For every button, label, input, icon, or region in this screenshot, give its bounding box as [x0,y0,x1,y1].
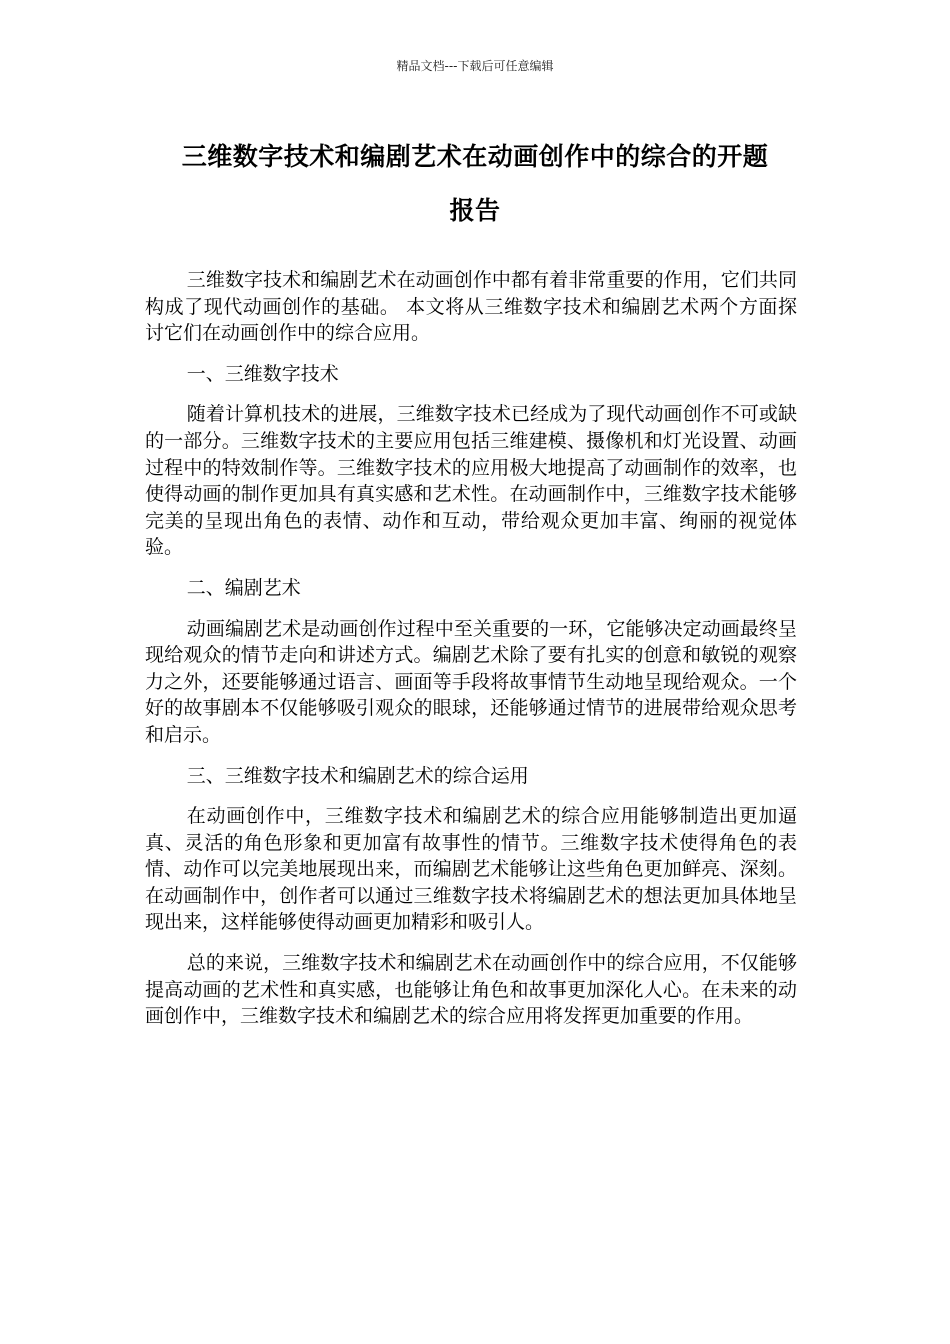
conclusion-paragraph: 总的来说，三维数字技术和编剧艺术在动画创作中的综合应用，不仅能够提高动画的艺术性和真实感，也能够让角色和故事更加深化人心。在未来的动画创作中，三维数字技术和编剧艺术的综合应用将发挥更加重要的作用。 [145,952,797,1028]
paragraph-combined: 在动画创作中，三维数字技术和编剧艺术的综合应用能够制造出更加逼真、灵活的角色形象和更加富有故事性的情节。三维数字技术使得角色的表情、动作可以完美地展现出来，而编剧艺术能够让这些角色更加鲜亮、深刻。在动画制作中，创作者可以通过三维数字技术将编剧艺术的想法更加具体地呈现出来，这样能够使得动画更加精彩和吸引人。 [145,805,797,934]
title-line-2: 报告 [449,196,501,225]
intro-paragraph: 三维数字技术和编剧艺术在动画创作中都有着非常重要的作用，它们共同构成了现代动画创作的基础。 本文将从三维数字技术和编剧艺术两个方面探讨它们在动画创作中的综合应用。 [145,269,797,345]
section-heading-screenwriting: 二、编剧艺术 [186,576,301,599]
page-header: 精品文档---下载后可任意编辑 [396,59,554,73]
section-heading-3d-tech: 一、三维数字技术 [186,362,339,385]
document-body [145,267,797,1044]
document-title [140,130,810,238]
paragraph-screenwriting: 动画编剧艺术是动画创作过程中至关重要的一环，它能够决定动画最终呈现给观众的情节走向和讲述方式。编剧艺术除了要有扎实的创意和敏锐的观察力之外，还要能够通过语言、画面等手段将故事情节生动地呈现给观众。一个好的故事剧本不仅能够吸引观众的眼球，还能够通过情节的进展带给观众思考和启示。 [145,617,797,746]
paragraph-3d-tech: 随着计算机技术的进展，三维数字技术已经成为了现代动画创作不可或缺的一部分。三维数字技术的主要应用包括三维建模、摄像机和灯光设置、动画过程中的特效制作等。三维数字技术的应用极大地提高了动画制作的效率，也使得动画的制作更加具有真实感和艺术性。在动画制作中，三维数字技术能够完美的呈现出角色的表情、动作和互动，带给观众更加丰富、绚丽的视觉体验。 [145,403,797,559]
title-line-1: 三维数字技术和编剧艺术在动画创作中的综合的开题 [181,142,769,171]
section-heading-combined: 三、三维数字技术和编剧艺术的综合运用 [186,764,529,787]
